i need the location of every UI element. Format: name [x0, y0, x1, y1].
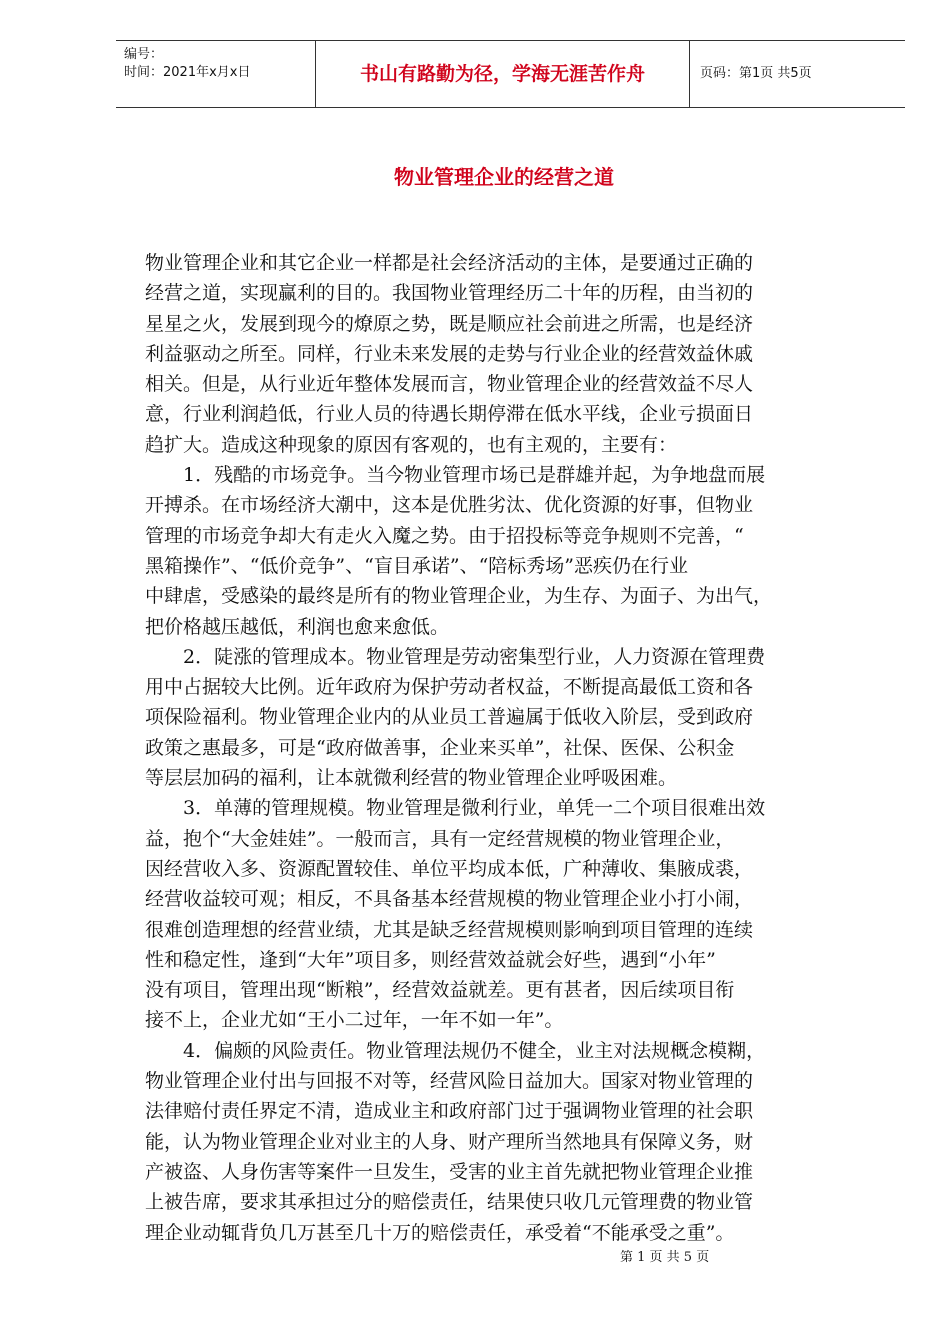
text-line: 很难创造理想的经营业绩，尤其是缺乏经营规模则影响到项目管理的连续	[145, 918, 754, 941]
text-line: 接不上，企业尤如“王小二过年，一年不如一年”。	[145, 1009, 564, 1032]
text-line: 物业管理企业付出与回报不对等，经营风险日益加大。国家对物业管理的	[145, 1070, 754, 1093]
text-line: 项保险福利。物业管理企业内的从业员工普遍属于低收入阶层，受到政府	[145, 706, 754, 729]
text-line: 没有项目，管理出现“断粮”，经营效益就差。更有甚者，因后续项目衔	[145, 979, 735, 1002]
header-page-cell	[690, 41, 905, 107]
text-line: 相关。但是，从行业近年整体发展而言，物业管理企业的经营效益不尽人	[145, 373, 754, 396]
text-line: 物业管理企业和其它企业一样都是社会经济活动的主体，是要通过正确的	[145, 252, 754, 274]
text-line: 利益驱动之所至。同样，行业未来发展的走势与行业企业的经营效益休戚	[145, 342, 754, 365]
text-line: 趋扩大。造成这种现象的原因有客观的，也有主观的，主要有：	[145, 433, 678, 456]
page-footer: 第 1 页 共 5 页	[620, 1250, 710, 1265]
text-line: 把价格越压越低，利润也愈来愈低。	[145, 615, 450, 638]
document-number-label: 编号：	[124, 47, 164, 62]
text-line: 黑箱操作”、“低价竞争”、“盲目承诺”、“陪标秀场”恶疾仍在行业	[145, 554, 688, 577]
text-line: 性和稳定性，逢到“大年”项目多，则经营效益就会好些，遇到“小年”	[145, 948, 716, 971]
paragraph-intro	[145, 248, 865, 460]
text-line: 理企业动辄背负几万甚至几十万的赔偿责任，承受着“不能承受之重”。	[145, 1221, 735, 1244]
document-body	[145, 248, 865, 1248]
text-line: 用中占据较大比例。近年政府为保护劳动者权益，不断提高最低工资和各	[145, 676, 754, 699]
text-line: 管理的市场竞争却大有走火入魔之势。由于招投标等竞争规则不完善，“	[145, 524, 744, 547]
motto-text: 书山有路勤为径，学海无涯苦作舟	[359, 63, 645, 85]
document-header	[116, 40, 905, 108]
text-line: 开搏杀。在市场经济大潮中，这本是优胜劣汰、优化资源的好事，但物业	[145, 494, 754, 517]
text-line: 等层层加码的福利，让本就微利经营的物业管理企业呼吸困难。	[145, 767, 678, 790]
text-line: 意，行业利润趋低，行业人员的待遇长期停滞在低水平线，企业亏损面日	[145, 403, 754, 426]
text-line: 经营之道，实现赢利的目的。我国物业管理经历二十年的历程，由当初的	[145, 282, 754, 305]
page-code: 页码：第1页 共5页	[700, 66, 812, 81]
paragraph-point-2	[145, 642, 865, 793]
text-line: 产被盗、人身伤害等案件一旦发生，受害的业主首先就把物业管理企业推	[145, 1160, 754, 1183]
text-line: 法律赔付责任界定不清，造成业主和政府部门过于强调物业管理的社会职	[145, 1100, 754, 1123]
text-line: 能，认为物业管理企业对业主的人身、财产理所当然地具有保障义务，财	[145, 1130, 754, 1153]
header-meta-cell	[116, 41, 316, 107]
text-line: 2．陡涨的管理成本。物业管理是劳动密集型行业，人力资源在管理费	[145, 645, 766, 668]
paragraph-point-4	[145, 1036, 865, 1248]
document-time-label: 时间：2021年x月x日	[124, 65, 251, 80]
text-line: 经营收益较可观；相反，不具备基本经营规模的物业管理企业小打小闹，	[145, 888, 754, 911]
text-line: 4．偏颇的风险责任。物业管理法规仍不健全，业主对法规概念模糊，	[145, 1039, 766, 1062]
text-line: 1．残酷的市场竞争。当今物业管理市场已是群雄并起，为争地盘而展	[145, 464, 766, 487]
text-line: 3．单薄的管理规模。物业管理是微利行业，单凭一二个项目很难出效	[145, 797, 766, 820]
paragraph-point-3	[145, 793, 865, 1035]
text-line: 益，抱个“大金娃娃”。一般而言，具有一定经营规模的物业管理企业，	[145, 827, 735, 850]
text-line: 因经营收入多、资源配置较佳、单位平均成本低，广种薄收、集腋成裘，	[145, 857, 754, 880]
document-title: 物业管理企业的经营之道	[394, 165, 614, 189]
text-line: 星星之火，发展到现今的燎原之势，既是顺应社会前进之所需，也是经济	[145, 312, 754, 335]
paragraph-point-1	[145, 460, 865, 642]
text-line: 政策之惠最多，可是“政府做善事，企业来买单”，社保、医保、公积金	[145, 736, 735, 759]
text-line: 中肆虐，受感染的最终是所有的物业管理企业，为生存、为面子、为出气，	[145, 585, 773, 608]
text-line: 上被告席，要求其承担过分的赔偿责任，结果使只收几元管理费的物业管	[145, 1191, 754, 1214]
header-motto-cell	[316, 41, 690, 107]
